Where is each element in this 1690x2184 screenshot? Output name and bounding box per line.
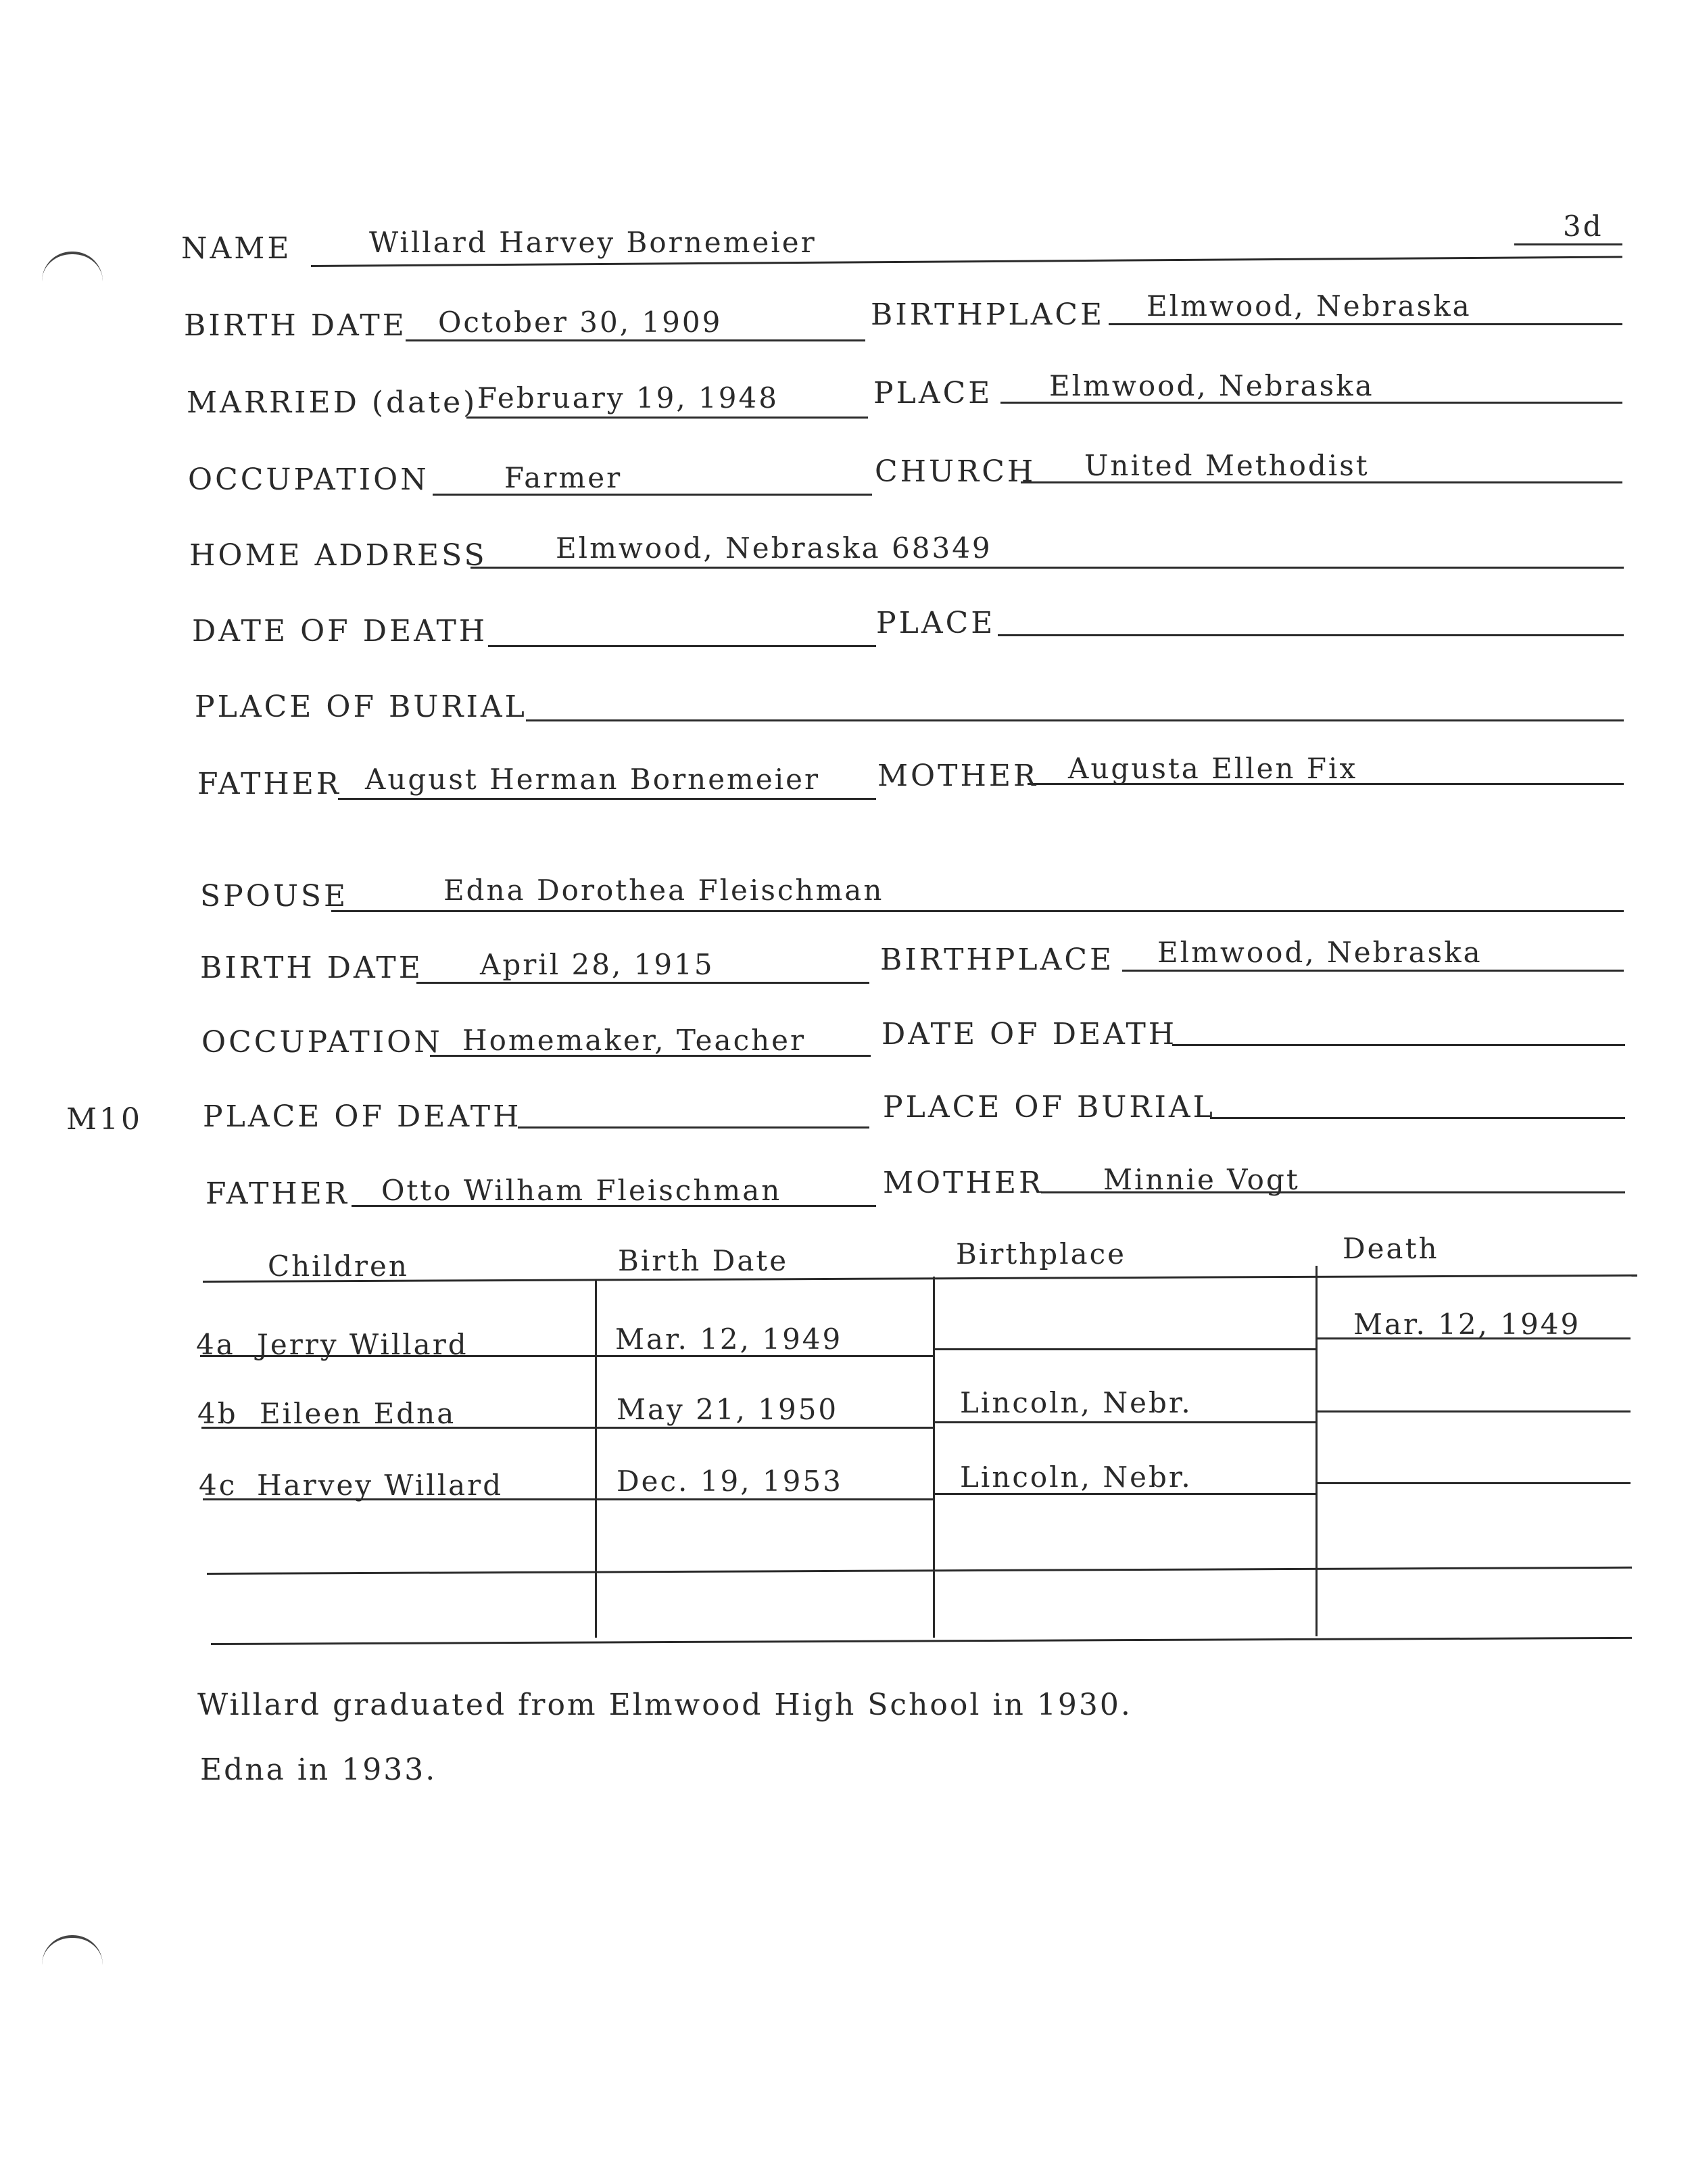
note-line: Edna in 1933. xyxy=(200,1753,437,1787)
spouse-occupation-value: Homemaker, Teacher xyxy=(462,1024,806,1057)
table-row-rule xyxy=(933,1421,1315,1423)
table-row-rule xyxy=(933,1493,1315,1495)
child-code: 4a xyxy=(196,1328,235,1361)
table-col-divider-3 xyxy=(1315,1266,1318,1636)
church-label: CHURCH xyxy=(875,454,1036,489)
child-death: Mar. 12, 1949 xyxy=(1353,1308,1581,1341)
page-number: 3d xyxy=(1563,210,1603,243)
name-label: NAME xyxy=(181,231,292,266)
spouse-value: Edna Dorothea Fleischman xyxy=(443,874,884,907)
table-row-rule xyxy=(1315,1410,1631,1413)
father-value: August Herman Bornemeier xyxy=(365,763,821,796)
child-code: 4b xyxy=(197,1397,238,1430)
spouse-birth-date-label: BIRTH DATE xyxy=(200,951,423,985)
table-col-divider-1 xyxy=(595,1279,597,1638)
spouse-place-of-death-underline xyxy=(518,1126,869,1129)
mother-value: Augusta Ellen Fix xyxy=(1068,752,1358,785)
table-row-rule xyxy=(203,1498,933,1500)
child-name: Eileen Edna xyxy=(260,1397,456,1430)
mother-underline xyxy=(1028,783,1624,785)
burial-label: PLACE OF BURIAL xyxy=(195,690,527,724)
death-place-label: PLACE xyxy=(876,606,996,640)
table-row-rule xyxy=(207,1567,1632,1575)
married-place-label: PLACE xyxy=(873,376,993,410)
child-code: 4c xyxy=(199,1469,237,1502)
child-birth-date: May 21, 1950 xyxy=(617,1393,839,1426)
binder-hole-top xyxy=(42,252,103,281)
home-address-value: Elmwood, Nebraska 68349 xyxy=(556,531,992,565)
child-name: Harvey Willard xyxy=(257,1469,504,1502)
spouse-birthplace-value: Elmwood, Nebraska xyxy=(1157,936,1482,969)
occupation-label: OCCUPATION xyxy=(188,462,429,497)
spouse-mother-underline xyxy=(1041,1191,1625,1193)
birthplace-underline xyxy=(1109,323,1622,325)
home-address-underline xyxy=(470,567,1624,569)
spouse-place-of-burial-label: PLACE OF BURIAL xyxy=(883,1090,1215,1124)
child-birth-date: Dec. 19, 1953 xyxy=(617,1465,843,1498)
mother-label: MOTHER xyxy=(877,759,1039,793)
father-label: FATHER xyxy=(197,767,342,801)
death-place-underline xyxy=(998,634,1624,636)
occupation-value: Farmer xyxy=(504,461,623,494)
spouse-place-of-death-label: PLACE OF DEATH xyxy=(203,1099,522,1134)
spouse-father-value: Otto Wilham Fleischman xyxy=(381,1174,782,1207)
child-birthplace: Lincoln, Nebr. xyxy=(960,1461,1192,1494)
spouse-birth-date-value: April 28, 1915 xyxy=(480,948,715,981)
spouse-occupation-underline xyxy=(430,1055,871,1057)
married-date-value: February 19, 1948 xyxy=(477,381,779,414)
spouse-date-of-death-underline xyxy=(1172,1044,1625,1046)
binder-hole-bottom xyxy=(42,1935,103,1965)
married-date-underline xyxy=(466,417,868,419)
col-header-children: Children xyxy=(268,1250,409,1283)
spouse-birthplace-underline xyxy=(1122,970,1624,972)
father-underline xyxy=(338,798,876,800)
spouse-date-of-death-label: DATE OF DEATH xyxy=(882,1017,1178,1051)
home-address-label: HOME ADDRESS xyxy=(189,538,487,573)
church-underline xyxy=(1021,481,1622,483)
table-row-rule xyxy=(1315,1482,1631,1484)
margin-code: M10 xyxy=(66,1102,143,1137)
occupation-underline xyxy=(433,494,872,496)
col-header-death: Death xyxy=(1343,1232,1439,1265)
child-name: Jerry Willard xyxy=(257,1328,468,1361)
spouse-mother-value: Minnie Vogt xyxy=(1103,1163,1300,1196)
spouse-father-label: FATHER xyxy=(206,1177,350,1211)
spouse-birthplace-label: BIRTHPLACE xyxy=(880,943,1115,977)
child-birth-date: Mar. 12, 1949 xyxy=(615,1323,843,1356)
date-of-death-underline xyxy=(488,645,876,647)
page-number-rule xyxy=(1514,243,1622,245)
table-col-divider-2 xyxy=(933,1277,935,1638)
col-header-birthplace: Birthplace xyxy=(956,1237,1127,1271)
spouse-label: SPOUSE xyxy=(200,879,349,913)
birth-date-label: BIRTH DATE xyxy=(184,308,407,343)
col-header-birth-date: Birth Date xyxy=(618,1244,789,1277)
birthplace-value: Elmwood, Nebraska xyxy=(1146,289,1472,323)
table-row-rule xyxy=(211,1637,1632,1645)
spouse-mother-label: MOTHER xyxy=(883,1166,1044,1200)
church-value: United Methodist xyxy=(1084,449,1370,482)
spouse-birth-date-underline xyxy=(416,982,869,984)
burial-underline xyxy=(526,719,1624,721)
spouse-father-underline xyxy=(352,1205,876,1207)
spouse-underline xyxy=(331,910,1624,912)
name-value: Willard Harvey Bornemeier xyxy=(369,226,817,259)
birth-date-value: October 30, 1909 xyxy=(438,306,723,339)
birth-date-underline xyxy=(406,339,865,341)
birthplace-label: BIRTHPLACE xyxy=(871,298,1105,332)
table-row-rule xyxy=(1315,1337,1631,1339)
date-of-death-label: DATE OF DEATH xyxy=(192,614,488,648)
married-label: MARRIED (date) xyxy=(187,385,478,420)
child-birthplace: Lincoln, Nebr. xyxy=(960,1386,1192,1419)
note-line: Willard graduated from Elmwood High School in 1930. xyxy=(197,1688,1132,1722)
table-row-rule xyxy=(933,1348,1315,1350)
table-row-rule xyxy=(201,1427,933,1429)
table-row-rule xyxy=(200,1355,933,1357)
married-place-value: Elmwood, Nebraska xyxy=(1049,369,1374,402)
spouse-occupation-label: OCCUPATION xyxy=(201,1025,443,1060)
spouse-place-of-burial-underline xyxy=(1210,1117,1625,1119)
married-place-underline xyxy=(1000,402,1622,404)
table-header-rule xyxy=(203,1275,1637,1283)
